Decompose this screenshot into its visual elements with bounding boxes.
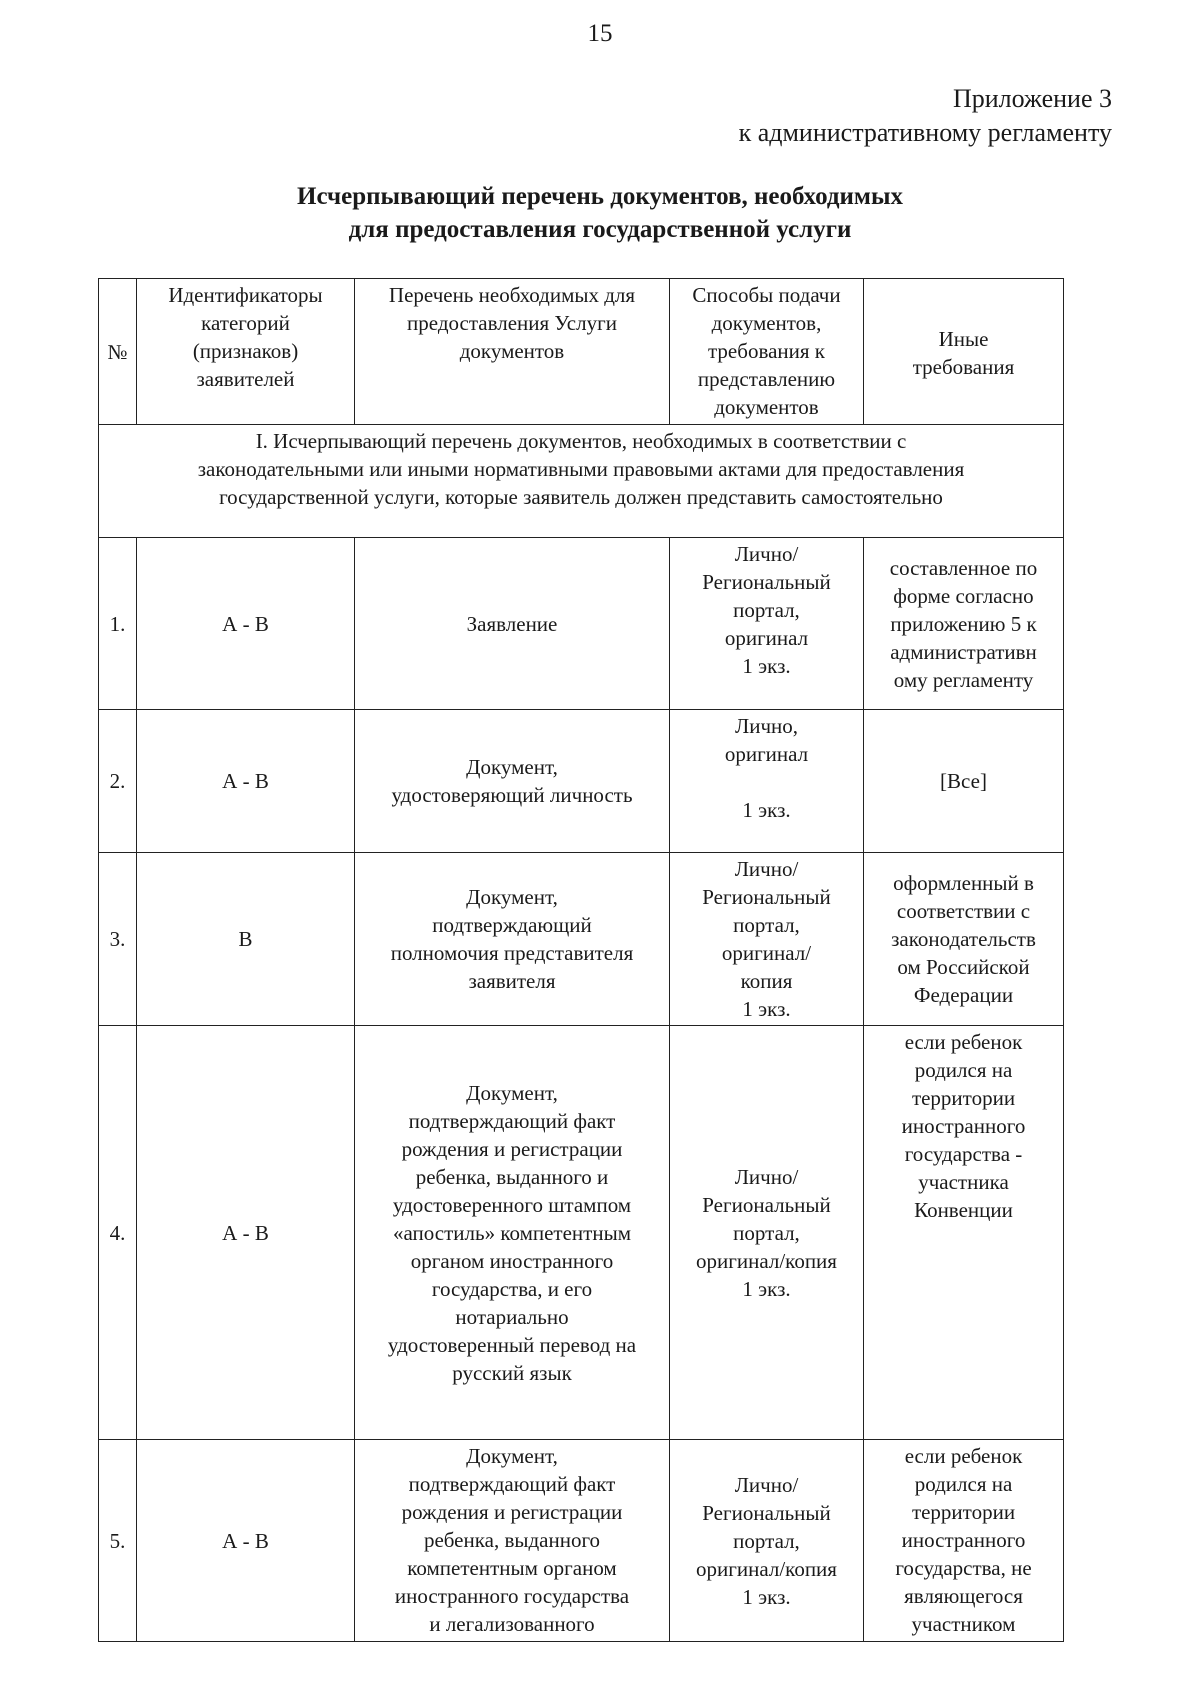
row-num: 2. [99,710,137,853]
table-row [99,710,1064,853]
section-1-heading: I. Исчерпывающий перечень документов, необходимых в соответствии с законодательными или иными нормативными правовыми актами для предоставления государственной услуги, которые заявитель должен представить самостоятельно [99,425,1064,538]
table-row [99,538,1064,710]
table-header-row [99,279,1064,425]
row-identifiers: А - В [137,1440,355,1642]
header-identifiers: Идентификаторы категорий (признаков) заявителей [137,279,355,425]
header-documents: Перечень необходимых для предоставления Услуги документов [355,279,670,425]
row-num: 3. [99,853,137,1026]
row-other: оформленный в соответствии с законодательств ом Российской Федерации [864,853,1064,1026]
appendix-line-2: к административному регламенту [738,118,1112,147]
row-other: составленное по форме согласно приложению 5 к административн ому регламенту [864,538,1064,710]
header-num: № [99,279,137,425]
table-row [99,1026,1064,1440]
page-number: 15 [587,20,613,47]
row-method: Лично, оригинал 1 экз. [670,710,864,853]
row-other: если ребенок родился на территории иностранного государства, не являющегося участником [864,1440,1064,1642]
document-title [0,180,1200,246]
row-identifiers: В [137,853,355,1026]
header-other: Иные требования [864,279,1064,425]
row-document: Документ, подтверждающий факт рождения и регистрации ребенка, выданного компетентным органом иностранного государства и легализованного [355,1440,670,1642]
row-document: Документ, подтверждающий полномочия представителя заявителя [355,853,670,1026]
table-row [99,853,1064,1026]
header-methods: Способы подачи документов, требования к представлению документов [670,279,864,425]
row-identifiers: А - В [137,1026,355,1440]
row-other: [Все] [864,710,1064,853]
row-method: Лично/ Региональный портал, оригинал/ копия 1 экз. [670,853,864,1026]
row-num: 1. [99,538,137,710]
document-title-line-2: для предоставления государственной услуги [348,216,852,243]
row-method: Лично/ Региональный портал, оригинал/копия 1 экз. [670,1026,864,1440]
row-method: Лично/ Региональный портал, оригинал 1 экз. [670,538,864,710]
table-row [99,1440,1064,1642]
documents-table [98,278,1064,1642]
appendix-note [739,82,1112,150]
row-document: Документ, удостоверяющий личность [355,710,670,853]
row-document: Документ, подтверждающий факт рождения и регистрации ребенка, выданного и удостоверенного штампом «апостиль» компетентным органом иностранного государства, и его нотариально удостоверенный перевод на русский язык [355,1026,670,1440]
row-document: Заявление [355,538,670,710]
row-identifiers: А - В [137,538,355,710]
row-other: если ребенок родился на территории иностранного государства - участника Конвенции [864,1026,1064,1440]
appendix-line-1: Приложение 3 [952,84,1112,113]
row-num: 4. [99,1026,137,1440]
row-identifiers: А - В [137,710,355,853]
section-row [99,425,1064,538]
row-method: Лично/ Региональный портал, оригинал/копия 1 экз. [670,1440,864,1642]
row-num: 5. [99,1440,137,1642]
document-title-line-1: Исчерпывающий перечень документов, необходимых [297,183,903,210]
